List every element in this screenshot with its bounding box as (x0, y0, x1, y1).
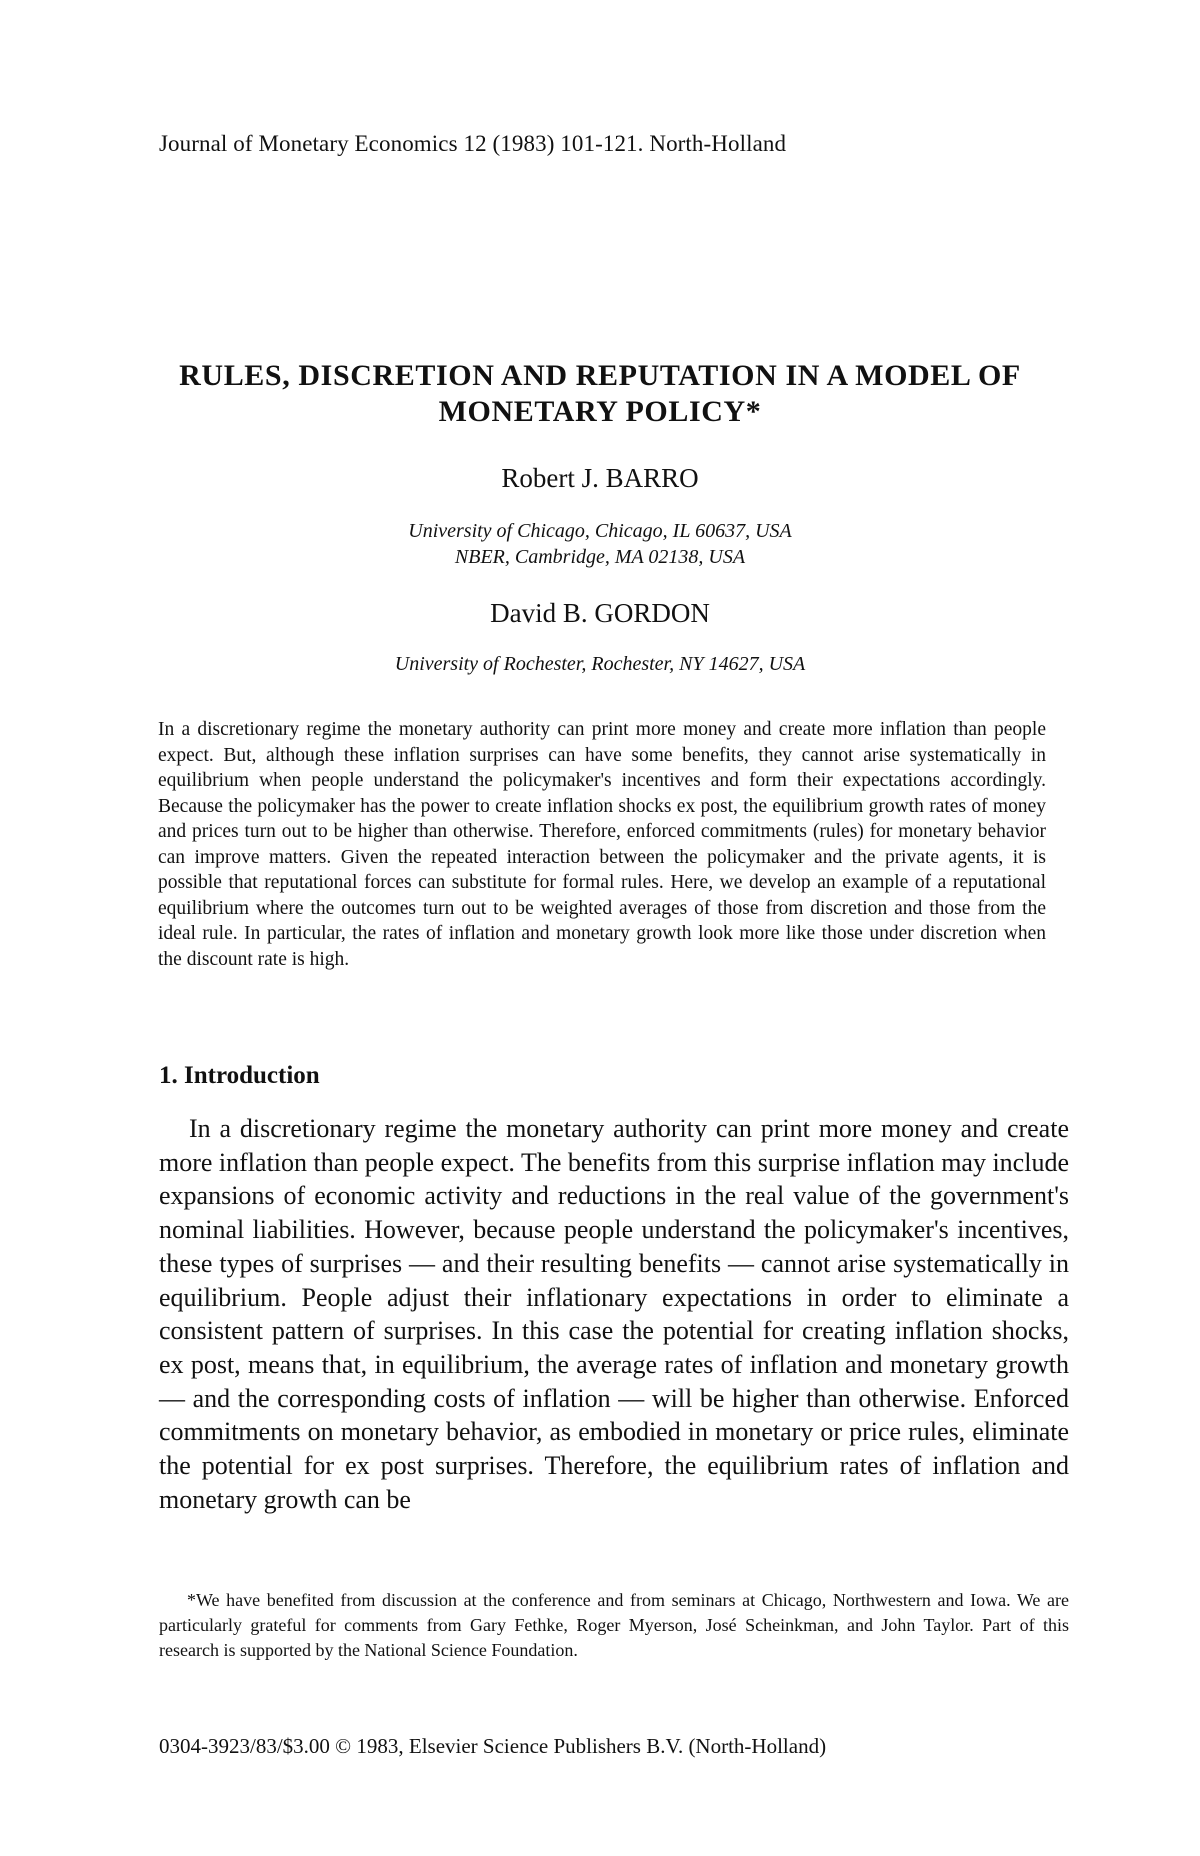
footnote: *We have benefited from discussion at the conference and from seminars at Chicago, Northwestern and Iowa. We are particularly grateful for comments from Gary Fethke, Roger Myerson, José Scheinkman, and John Taylor. Part of this research is supported by the National Science Foundation. (159, 1590, 1069, 1660)
paper-title (120, 358, 1080, 430)
abstract: In a discretionary regime the monetary authority can print more money and create more inflation than people expect. But, although these inflation surprises can have some benefits, they cannot arise systematically in equilibrium when people understand the policymaker's incentives and form their expectations accordingly. Because the policymaker has the power to create inflation shocks ex post, the equilibrium growth rates of money and prices turn out to be higher than otherwise. Therefore, enforced commitments (rules) for monetary behavior can improve matters. Given the repeated interaction between the policymaker and the private agents, it is possible that reputational forces can substitute for formal rules. Here, we develop an example of a reputational equilibrium where the outcomes turn out to be weighted averages of those from discretion and those from the ideal rule. In particular, the rates of inflation and monetary growth look more like those under discretion when the discount rate is high. (158, 719, 1046, 970)
introduction-paragraph: In a discretionary regime the monetary authority can print more money and create more inflation than people expect. The benefits from this surprise inflation may include expansions of economic activity and reductions in the real value of the government's nominal liabilities. However, because people understand the policymaker's incentives, these types of surprises — and their resulting benefits — cannot arise systematically in equilibrium. People adjust their inflationary expectations in order to eliminate a consistent pattern of surprises. In this case the potential for creating inflation shocks, ex post, means that, in equilibrium, the average rates of inflation and monetary growth — and the corresponding costs of inflation — will be higher than otherwise. Enforced commitments on monetary behavior, as embodied in monetary or price rules, eliminate the potential for ex post surprises. Therefore, the equilibrium rates of inflation and monetary growth can be (159, 1114, 1069, 1514)
title-line-1: RULES, DISCRETION AND REPUTATION IN A MODEL OF (179, 359, 1021, 392)
author-affiliation-barro (100, 518, 1100, 570)
affiliation-line: NBER, Cambridge, MA 02138, USA (454, 546, 746, 568)
copyright-line: 0304-3923/83/$3.00 © 1983, Elsevier Science Publishers B.V. (North-Holland) (159, 1734, 827, 1758)
journal-citation: Journal of Monetary Economics 12 (1983) 101-121. North-Holland (159, 131, 787, 156)
affiliation-line: University of Chicago, Chicago, IL 60637, USA (408, 520, 792, 542)
author-name-gordon: David B. GORDON (490, 598, 710, 628)
title-line-2: MONETARY POLICY* (438, 395, 762, 428)
affiliation-line: University of Rochester, Rochester, NY 14627, USA (394, 653, 806, 675)
author-affiliation-gordon (100, 651, 1100, 677)
author-name-barro: Robert J. BARRO (501, 463, 699, 493)
section-heading: 1. Introduction (159, 1062, 320, 1089)
